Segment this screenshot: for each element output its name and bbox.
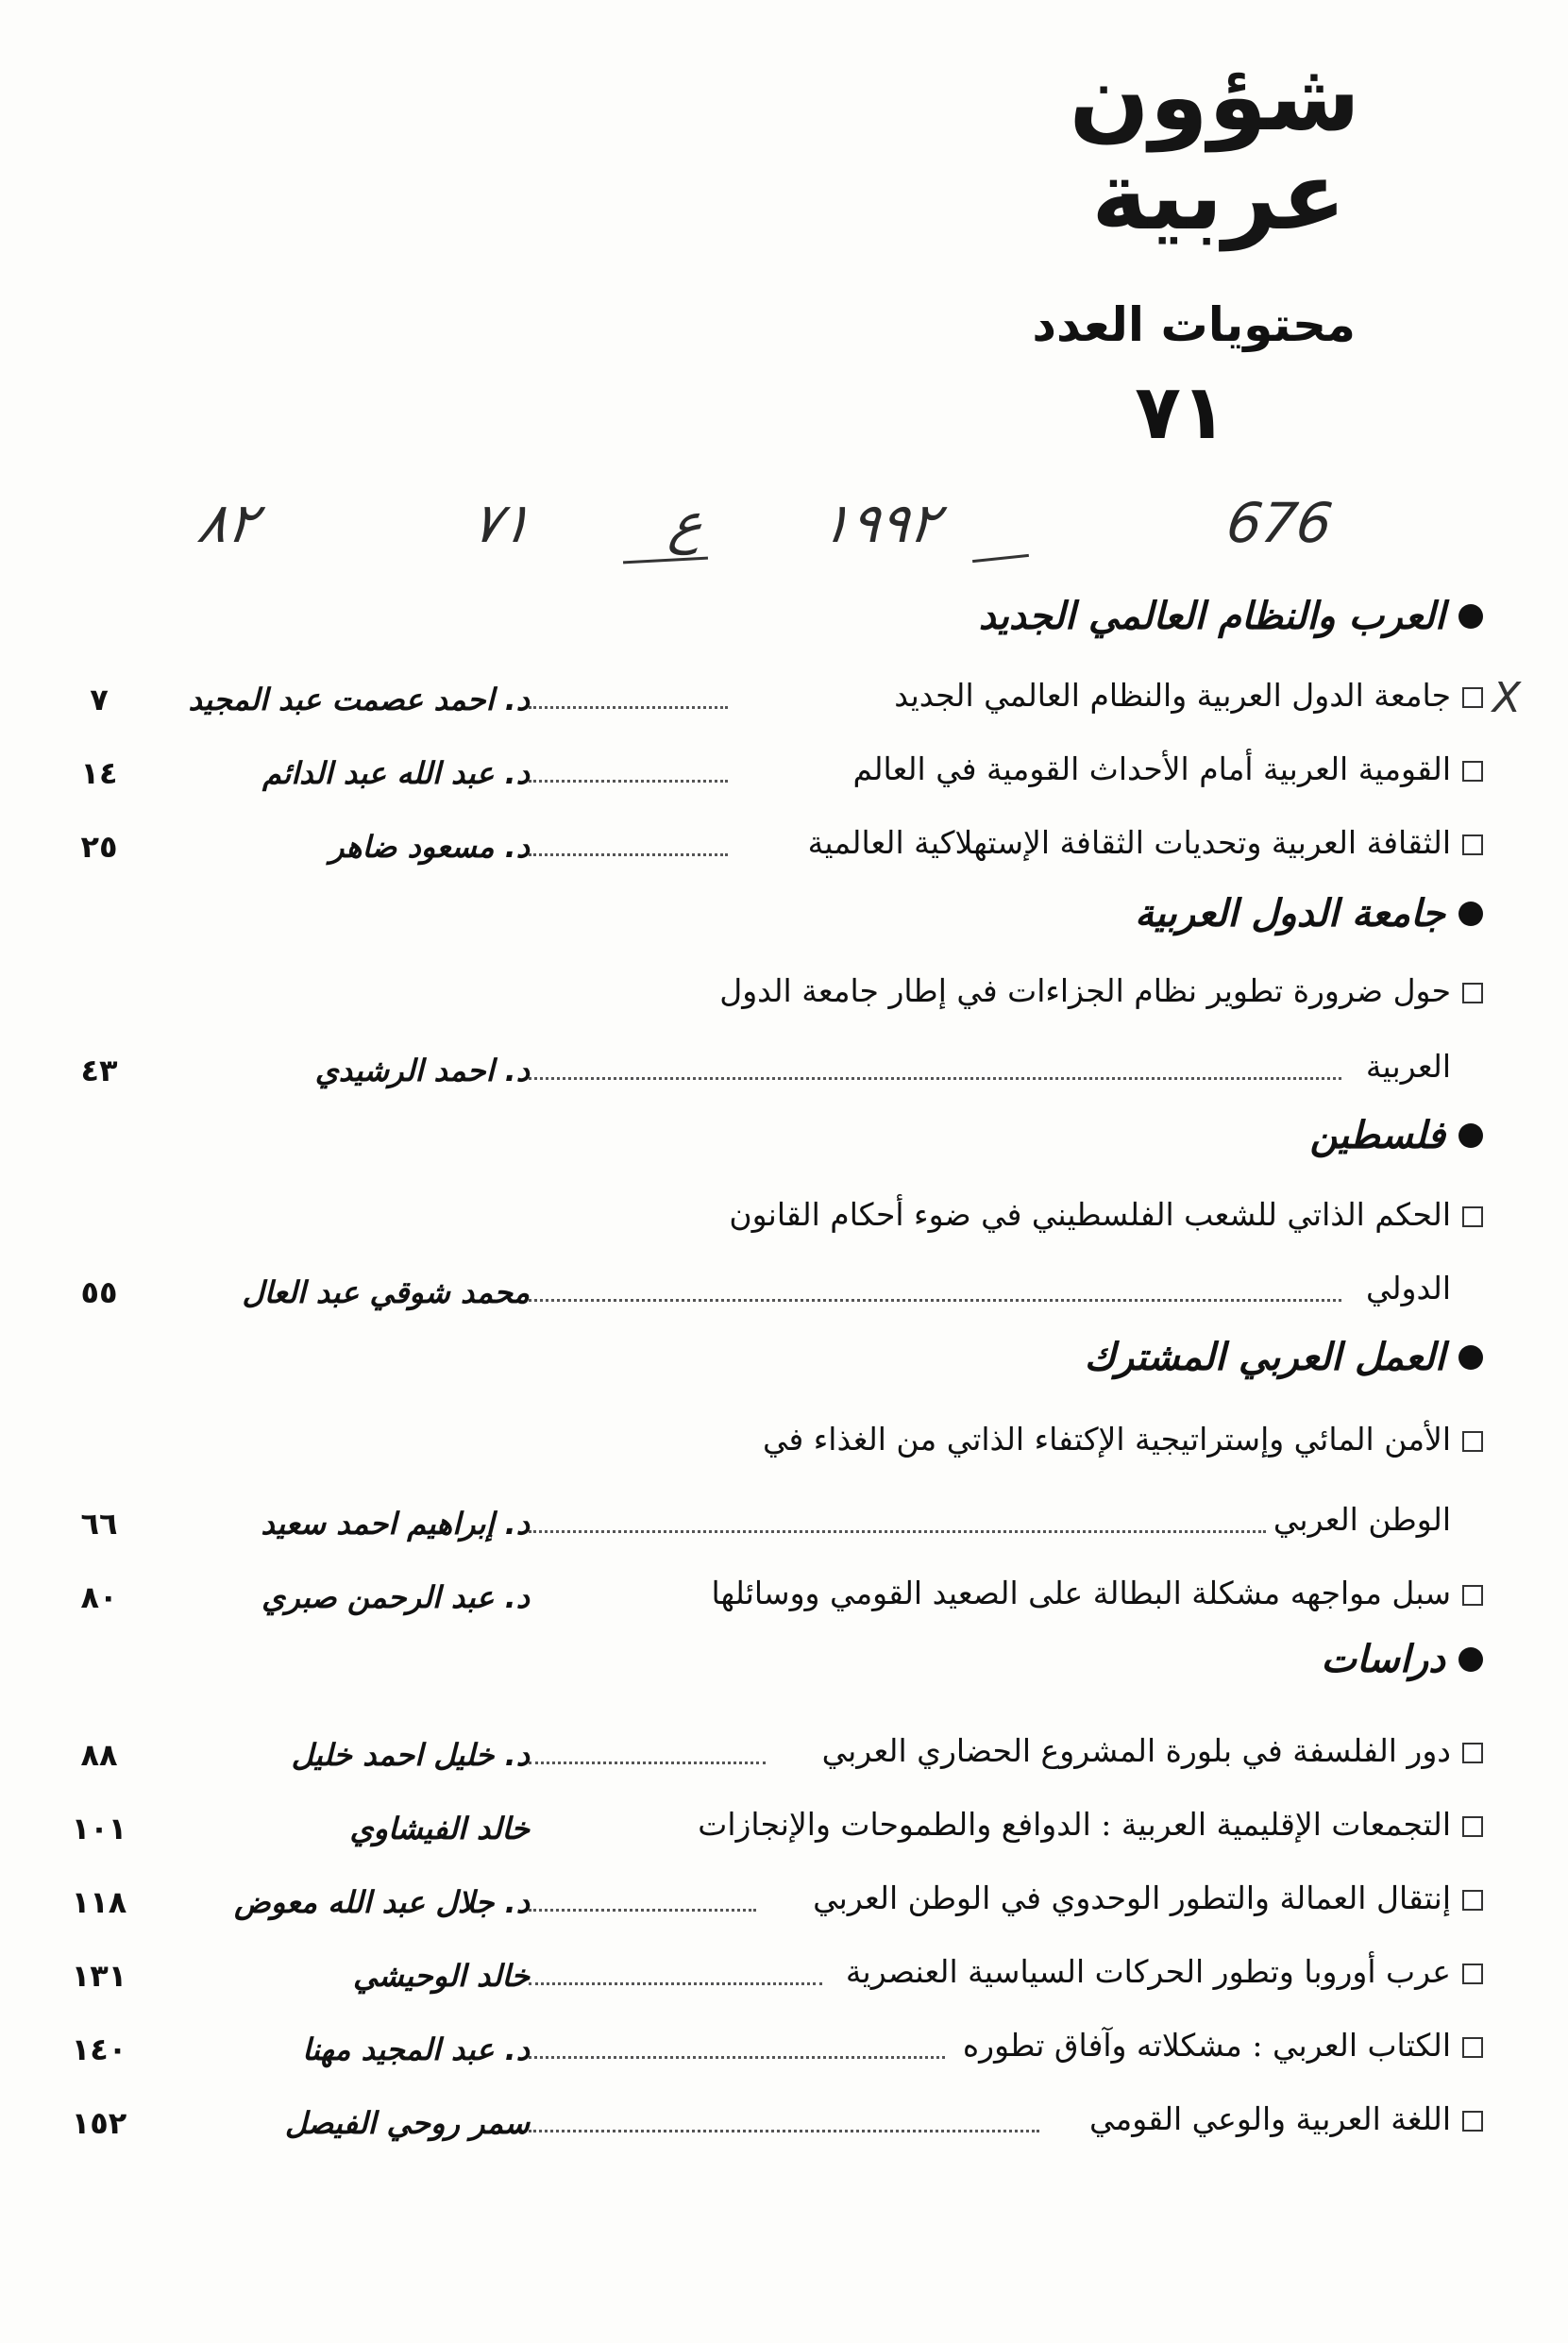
logo-line-2: عربية	[1091, 141, 1346, 251]
dot-leader	[529, 2056, 945, 2059]
dot-leader	[529, 853, 728, 856]
entry-title: الأمن المائي وإستراتيجية الإكتفاء الذاتي من الغذاء في	[763, 1421, 1451, 1458]
toc-entry[interactable]	[38, 819, 1483, 872]
entry-author: د. احمد الرشيدي	[314, 1053, 530, 1088]
issue-number: ٧١	[1135, 368, 1227, 456]
checkbox-icon	[1462, 687, 1483, 708]
section-heading-text: العرب والنظام العالمي الجديد	[978, 595, 1445, 638]
dot-leader	[529, 706, 728, 709]
entry-page-number: ٧	[90, 682, 109, 717]
entry-title: التجمعات الإقليمية العربية : الدوافع والطموحات والإنجازات	[698, 1806, 1451, 1843]
entry-author: د. جلال عبد الله معوض	[234, 1884, 530, 1920]
checkbox-icon	[1462, 1743, 1483, 1763]
contents-heading: محتويات العدد	[1032, 297, 1356, 352]
entry-title: القومية العربية أمام الأحداث القومية في العالم	[852, 750, 1451, 787]
entry-author: د. عبد الرحمن صبري	[261, 1579, 530, 1615]
toc-entry[interactable]	[38, 1875, 1483, 1928]
dot-leader	[529, 2130, 1039, 2132]
entry-page-number: ١١٨	[71, 1884, 127, 1920]
handwritten-x-mark: X	[1492, 674, 1521, 722]
toc-entry[interactable]	[38, 1191, 1483, 1244]
dot-leader	[529, 1909, 756, 1912]
section-heading	[979, 595, 1483, 638]
toc-entry[interactable]	[38, 1728, 1483, 1780]
toc-entry[interactable]	[38, 2096, 1483, 2149]
section-heading	[1085, 1336, 1483, 1379]
entry-page-number: ٤٣	[80, 1053, 118, 1088]
checkbox-icon	[1462, 1964, 1483, 1984]
dot-leader	[529, 1299, 1341, 1302]
bullet-icon	[1458, 1647, 1483, 1672]
checkbox-icon	[1462, 1890, 1483, 1911]
section-heading-text: دراسات	[1321, 1638, 1445, 1681]
toc-entry[interactable]	[38, 968, 1483, 1020]
entry-title: دور الفلسفة في بلورة المشروع الحضاري العربي	[821, 1732, 1451, 1769]
entry-author: خالد الوحيشي	[352, 1958, 530, 1994]
entry-page-number: ١٤٠	[71, 2031, 127, 2067]
entry-page-number: ١٤	[80, 755, 118, 791]
entry-page-number: ٨٨	[80, 1737, 118, 1773]
bullet-icon	[1458, 902, 1483, 926]
dot-leader	[529, 1530, 1266, 1533]
entry-author: خالد الفيشاوي	[349, 1811, 530, 1846]
dot-leader	[529, 1077, 1341, 1080]
bullet-icon	[1458, 604, 1483, 629]
checkbox-icon	[1462, 1431, 1483, 1452]
entry-title-continuation: العربية	[1365, 1048, 1451, 1085]
handwritten-note	[170, 491, 1397, 585]
entry-author: د. احمد عصمت عبد المجيد	[188, 682, 530, 717]
checkbox-icon	[1462, 1585, 1483, 1606]
handwritten-stroke	[972, 554, 1029, 563]
entry-author: سمر روحي الفيصل	[284, 2105, 530, 2141]
checkbox-icon	[1462, 1816, 1483, 1837]
checkbox-icon	[1462, 834, 1483, 855]
entry-page-number: ١٠١	[71, 1811, 127, 1846]
logo-line-1: شؤون	[1069, 42, 1360, 152]
entry-title: الثقافة العربية وتحديات الثقافة الإستهلاكية العالمية	[807, 824, 1451, 861]
toc-entry[interactable]	[38, 672, 1521, 725]
entry-title: اللغة العربية والوعي القومي	[1089, 2100, 1451, 2137]
toc-entry-continuation[interactable]	[38, 1496, 1483, 1549]
entry-title-continuation: الوطن العربي	[1273, 1501, 1451, 1538]
toc-entry[interactable]	[38, 746, 1483, 799]
entry-title-continuation: الدولي	[1365, 1270, 1451, 1306]
entry-title: حول ضرورة تطوير نظام الجزاءات في إطار جامعة الدول	[719, 972, 1451, 1009]
entry-title: عرب أوروبا وتطور الحركات السياسية العنصرية	[845, 1953, 1451, 1990]
section-heading	[1310, 1114, 1483, 1157]
section-heading-text: جامعة الدول العربية	[1135, 892, 1445, 936]
entry-author: د. عبد الله عبد الدائم	[262, 755, 530, 791]
bullet-icon	[1458, 1123, 1483, 1148]
entry-page-number: ١٣١	[71, 1958, 127, 1994]
entry-title: الكتاب العربي : مشكلاته وآفاق تطوره	[962, 2027, 1451, 2064]
checkbox-icon	[1462, 1206, 1483, 1227]
handwritten-part-1: ٨٢	[194, 491, 262, 555]
magazine-logo	[1069, 42, 1360, 255]
section-heading	[1135, 892, 1483, 936]
section-heading	[1321, 1638, 1483, 1681]
toc-entry[interactable]	[38, 1570, 1483, 1623]
entry-page-number: ٨٠	[80, 1579, 118, 1615]
toc-entry[interactable]	[38, 1948, 1483, 2001]
toc-entry[interactable]	[38, 1801, 1483, 1854]
entry-title: إنتقال العمالة والتطور الوحدوي في الوطن العربي	[813, 1879, 1451, 1916]
entry-title: سبل مواجهه مشكلة البطالة على الصعيد القومي ووسائلها	[711, 1575, 1451, 1611]
entry-page-number: ٥٥	[80, 1274, 118, 1310]
entry-author: د. عبد المجيد مهنا	[302, 2031, 530, 2067]
checkbox-icon	[1462, 761, 1483, 782]
entry-author: د. مسعود ضاهر	[329, 829, 530, 865]
entry-title: جامعة الدول العربية والنظام العالمي الجديد	[894, 677, 1451, 714]
entry-author: د. إبراهيم احمد سعيد	[261, 1506, 530, 1542]
dot-leader	[529, 1761, 766, 1764]
handwritten-stroke	[623, 557, 708, 565]
entry-author: د. خليل احمد خليل	[291, 1737, 530, 1773]
entry-page-number: ٦٦	[80, 1506, 118, 1542]
bullet-icon	[1458, 1345, 1483, 1370]
entry-page-number: ٢٥	[80, 829, 118, 865]
checkbox-icon	[1462, 2111, 1483, 2132]
handwritten-part-5: 676	[1222, 491, 1337, 555]
section-heading-text: فلسطين	[1309, 1114, 1445, 1157]
handwritten-part-4: ١٩٩٢	[817, 491, 944, 555]
dot-leader	[529, 780, 728, 783]
section-heading-text: العمل العربي المشترك	[1084, 1336, 1445, 1379]
checkbox-icon	[1462, 983, 1483, 1003]
handwritten-part-2: ٧١	[467, 491, 536, 555]
dot-leader	[529, 1982, 822, 1985]
toc-entry-continuation[interactable]	[38, 1043, 1483, 1096]
toc-entry-continuation[interactable]	[38, 1265, 1483, 1318]
toc-entry[interactable]	[38, 1416, 1483, 1469]
toc-entry[interactable]	[38, 2022, 1483, 2075]
entry-author: محمد شوقي عبد العال	[242, 1274, 530, 1310]
entry-title: الحكم الذاتي للشعب الفلسطيني في ضوء أحكام القانون	[729, 1196, 1451, 1233]
handwritten-part-3: ع	[666, 491, 708, 555]
checkbox-icon	[1462, 2037, 1483, 2058]
entry-page-number: ١٥٢	[71, 2105, 127, 2141]
